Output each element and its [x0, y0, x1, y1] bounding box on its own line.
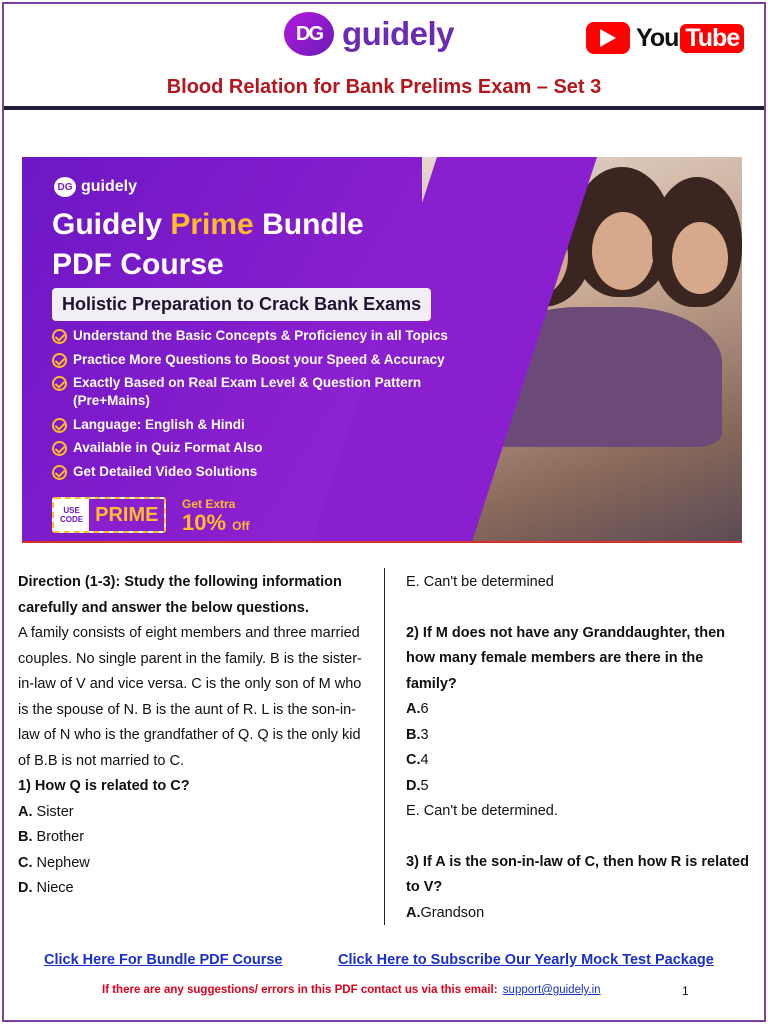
- option-item: A. Sister: [18, 803, 74, 820]
- banner-title-accent: Prime: [170, 208, 254, 241]
- feature-item: Understand the Basic Concepts & Proficiency in all Topics: [52, 327, 492, 345]
- feature-item: Get Detailed Video Solutions: [52, 463, 492, 481]
- discount-label: [182, 497, 250, 538]
- youtube-play-icon: [586, 22, 630, 54]
- page-number: 1: [682, 984, 689, 998]
- option-item: D. Niece: [18, 880, 74, 896]
- check-circle-icon: [52, 353, 67, 368]
- header: [0, 0, 768, 112]
- promo-code: PRIME: [89, 499, 164, 531]
- direction-text: Direction (1-3): Study the following information carefully and answer the below questions.: [18, 574, 342, 616]
- option-item: E. Can't be determined.: [406, 803, 558, 819]
- option-item: C.4: [406, 752, 429, 768]
- prime-bundle-banner[interactable]: [22, 157, 742, 543]
- use-code-label: USE CODE: [60, 506, 84, 524]
- question-1: 1) How Q is related to C?: [18, 778, 190, 794]
- option-item: B.3: [406, 726, 429, 743]
- footer-note-text: If there are any suggestions/ errors in this PDF contact us via this email:: [102, 984, 498, 996]
- document-title: Blood Relation for Bank Prelims Exam – Set 3: [166, 76, 602, 98]
- check-circle-icon: [52, 441, 67, 456]
- guidely-logo[interactable]: [284, 12, 454, 56]
- banner-title-line2: PDF Course: [52, 248, 224, 281]
- promo-code-box: [52, 497, 166, 533]
- support-email-link[interactable]: support@guidely.in: [502, 984, 601, 996]
- question-2: 2) If M does not have any Granddaughter, then how many female members are there in the family?: [406, 624, 726, 692]
- banner-feature-list: [52, 327, 492, 486]
- option-item: C. Nephew: [18, 854, 90, 871]
- check-circle-icon: [52, 376, 67, 391]
- feature-item: Language: English & Hindi: [52, 416, 492, 434]
- option-item: A.Grandson: [406, 904, 485, 921]
- option-item: E. Can't be determined: [406, 574, 554, 590]
- question-3: 3) If A is the son-in-law of C, then how R is related to V?: [406, 853, 749, 895]
- youtube-logo[interactable]: [586, 22, 744, 54]
- option-item: B. Brother: [18, 829, 85, 845]
- banner-logo-badge: DG: [54, 177, 76, 197]
- banner-logo: [54, 177, 137, 197]
- feature-item: Practice More Questions to Boost your Speed & Accuracy: [52, 351, 492, 369]
- banner-title: [52, 205, 472, 285]
- check-circle-icon: [52, 418, 67, 433]
- bundle-course-link[interactable]: Click Here For Bundle PDF Course: [44, 952, 283, 968]
- option-item: A.6: [406, 701, 429, 717]
- youtube-you-text: You: [636, 23, 679, 52]
- right-column: [406, 570, 750, 926]
- mock-test-link[interactable]: Click Here to Subscribe Our Yearly Mock Test Package: [338, 952, 714, 968]
- header-divider: [4, 106, 764, 110]
- left-column: [18, 570, 370, 902]
- passage-text: A family consists of eight members and three married couples. No single parent in the family. B is the sister-in-law of V and vice versa. C is the only son of M who is the spouse of N. B is the aunt of R. L is the son-in-law of N who is the grandfather of Q. Q is the only kid of B.B is not married to C.: [18, 625, 362, 769]
- banner-title-part1: Guidely: [52, 208, 171, 241]
- banner-tagline: Holistic Preparation to Crack Bank Exams: [52, 288, 431, 321]
- discount-value: 10% Off: [182, 510, 250, 535]
- feature-item: Available in Quiz Format Also: [52, 439, 492, 457]
- banner-title-part2: Bundle: [253, 208, 364, 241]
- column-divider: [384, 568, 385, 925]
- logo-text: guidely: [342, 15, 455, 52]
- check-circle-icon: [52, 465, 67, 480]
- check-circle-icon: [52, 329, 67, 344]
- youtube-tube-text: Tube: [680, 24, 744, 53]
- footer-note: [102, 984, 601, 996]
- logo-badge: DG: [284, 12, 334, 56]
- banner-logo-text: guidely: [81, 178, 138, 195]
- feature-item: Exactly Based on Real Exam Level & Question Pattern (Pre+Mains): [52, 374, 492, 410]
- option-item: D.5: [406, 777, 429, 794]
- discount-top: Get Extra: [182, 497, 236, 511]
